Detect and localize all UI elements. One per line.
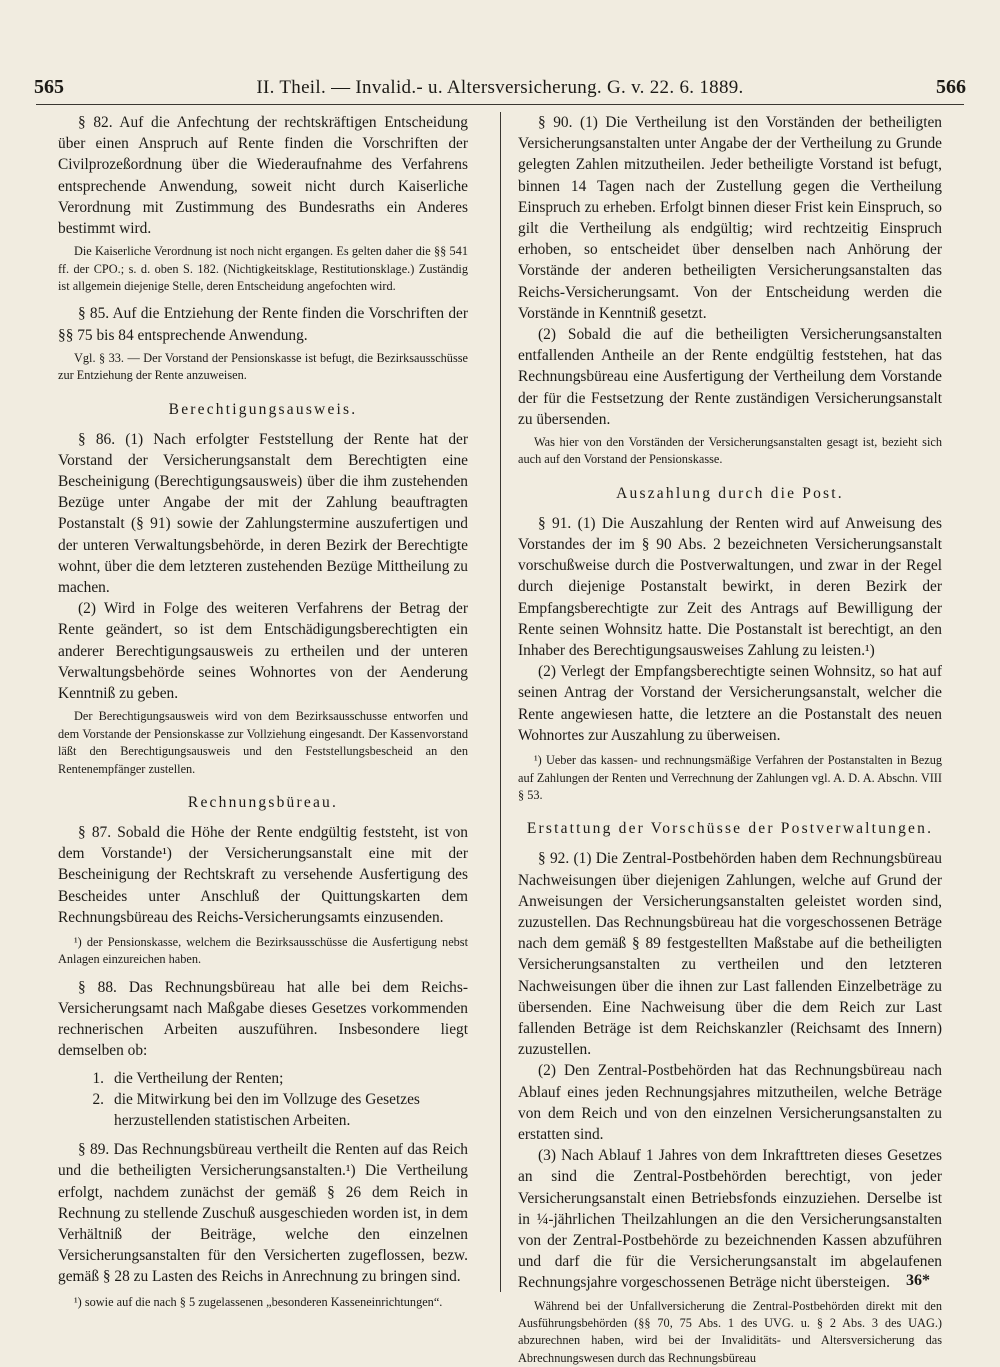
header-rule [36,104,964,105]
section-89: § 89. Das Rechnungsbüreau vertheilt die Renten auf das Reich und die betheiligten Versicherungsanstalten.¹) Die Vertheilung erfolgt, nachdem zunächst der gemäß § 26 dem Reich in Rechnung zu stellende Zuschuß ausgeschieden worden ist, in dem Verhältniß der Beiträge, welche den einzelnen Versicherungsanstalten für den Versicherten zugeflossen, bezw. gemäß § 28 zu Lasten des Reichs in Anrechnung zu bringen sind. [58,1141,468,1286]
right-column [518,112,942,1367]
page-number-left: 565 [34,76,64,98]
section-85-note: Vgl. § 33. — Der Vorstand der Pensionskasse ist befugt, die Bezirksausschüsse zur Entziehung der Rente anzuweisen. [58,350,468,383]
section-87-footnote: ¹) der Pensionskasse, welchem die Bezirksausschüsse die Ausfertigung nebst Anlagen einzureichen haben. [58,934,468,967]
page-header [34,76,966,102]
section-82-note: Die Kaiserliche Verordnung ist noch nicht ergangen. Es gelten daher die §§ 541 ff. der CPO.; s. d. oben S. 182. (Nichtigkeitsklage, Restitutionsklage.) Zuständig ist allgemein diejenige Stelle, deren Entscheidung angefochten wird. [58,244,468,294]
left-column [58,112,468,1311]
list-item-text: die Vertheilung der Renten; [114,1069,284,1087]
section-89-footnote: ¹) sowie auf die nach § 5 zugelassenen „besonderen Kasseneinrichtungen“. [74,1294,443,1309]
section-91-footnote: ¹) Ueber das kassen- und rechnungsmäßige Verfahren der Postanstalten in Bezug auf Zahlungen der Renten und Verrechnung der Zahlungen vgl. A. D. A. Abschn. VIII § 53. [518,753,942,802]
section-92-1: § 92. (1) Die Zentral-Postbehörden haben dem Rechnungsbüreau Nachweisungen über diejenigen Zahlungen, welche auf Grund der Anweisungen der Versicherungsanstalten geleistet worden sind, zuzustellen. Das Rechnungsbüreau hat die vorgeschossenen Beträge nach dem gemäß § 89 festgestellten Maßstabe auf die betheiligten Versicherungsanstalten zu vertheilen und den letzteren Nachweisungen über die ihnen zur Last fallenden Einzelbeträge zu übersenden. Eine Nachweisung über die dem Reich zur Last fallenden Beträge ist dem Reichskanzler (Reichsamt des Innern) zuzustellen. [518,850,942,1059]
heading-auszahlung: Auszahlung durch die Post. [616,484,844,502]
heading-berechtigungsausweis: Berechtigungsausweis. [168,400,358,418]
heading-erstattung: Erstattung der Vorschüsse der Postverwaltungen. [526,820,934,838]
section-92-note: Während bei der Unfallversicherung die Zentral-Postbehörden direkt mit den Ausführungsbehörden (§§ 70, 75 Abs. 1 des UVG. u. § 2 Abs. 3 des UAG.) abzurechnen haben, wird bei der Invaliditäts- und Altersversicherung das Abrechnungswesen durch das Rechnungsbüreau [518,1298,942,1365]
section-86-1: § 86. (1) Nach erfolgter Feststellung der Rente hat der Vorstand der Versicherungsanstalt dem Berechtigten eine Bescheinigung (Berechtigungsausweis) über die ihm zustehenden Bezüge unter Angabe der mit der Zahlung beauftragten Postanstalt (§ 91) sowie der Zahlungstermine auszufertigen und der unteren Verwaltungsbehörde, in deren Bezirk der Berechtigte wohnt, über die dem letzteren zustehenden Bezüge Mittheilung zu machen. [58,430,468,597]
section-85: § 85. Auf die Entziehung der Rente finden die Vorschriften der §§ 75 bis 84 entsprechende Anwendung. [58,305,468,344]
section-82: § 82. Auf die Anfechtung der rechtskräftigen Entscheidung über einen Anspruch auf Rente finden die Vorschriften der Civilprozeßordnung über die Wiederaufnahme des Verfahrens entsprechende Anwendung, soweit nicht durch Kaiserliche Verordnung mit Zustimmung des Bundesraths ein Anderes bestimmt wird. [58,114,468,238]
column-divider [500,112,501,1292]
section-87: § 87. Sobald die Höhe der Rente endgültig feststeht, ist von dem Vorstande¹) der Versicherungsanstalt eine mit der Bescheinigung der Rechtskraft zu versehende Ausfertigung des Bescheides unter Anschluß der Quittungskarten dem Rechnungsbüreau des Reichs-Versicherungsamts einzusenden. [58,823,468,926]
list-item-text: die Mitwirkung bei den im Vollzuge des Gesetzes herzustellenden statistischen Arbeiten. [114,1090,420,1129]
section-91-2: (2) Verlegt der Empfangsberechtigte seinen Wohnsitz, so hat auf seinen Antrag der Vorstand der Versicherungsanstalt, welcher die Rente angewiesen hatte, die letztere an die Postanstalt des neuen Wohnortes zur Auszahlung zu überweisen. [518,663,942,744]
section-91-1: § 91. (1) Die Auszahlung der Renten wird auf Anweisung des Vorstandes der im § 90 Abs. 2 bezeichneten Versicherungsanstalt vorschußweise durch die Postverwaltungen, und zwar in der Regel durch diejenige Postanstalt bewirkt, in deren Bezirk der Empfangsberechtigte zur Zeit des Antrags auf Bewilligung der Rente seinen Wohnsitz hatte. Die Postanstalt ist berechtigt, an den Inhaber des Berechtigungsausweises Zahlung zu leisten.¹) [518,514,942,660]
section-90-note: Was hier von den Vorständen der Versicherungsanstalten gesagt ist, bezieht sich auch auf den Vorstand der Pensionskasse. [518,435,942,467]
section-92-3: (3) Nach Ablauf 1 Jahres von dem Inkrafttreten dieses Gesetzes an sind die Zentral-Postbehörden berechtigt, von jeder Versicherungsanstalt einen Betriebsfonds einzuziehen. Derselbe ist in ¼-jährlichen Theilzahlungen an die den Versicherungsanstalten von der Zentral-Postbehörde zu bezeichnenden Kassen abzuführen und darf die für die Versicherungsanstalt im abgelaufenen Rechnungsjahre vorgeschossenen Beträge nicht übersteigen. [518,1147,942,1292]
section-88: § 88. Das Rechnungsbüreau hat alle bei dem Reichs-Versicherungsamt nach Maßgabe dieses Gesetzes vorkommenden rechnerischen Arbeiten auszuführen. Insbesondere liegt demselben ob: [58,978,468,1060]
page-number-right: 566 [935,76,966,98]
list-item [58,1089,468,1131]
list-item [58,1068,468,1089]
list-item-number: 1. [92,1069,104,1087]
section-86-2: (2) Wird in Folge des weiteren Verfahrens der Betrag der Rente geändert, so ist dem Entschädigungsberechtigten ein anderer Berechtigungsausweis zu ertheilen und der unteren Verwaltungsbehörde seines Wohnortes von der Aenderung Kenntniß zu geben. [58,600,468,703]
section-88-list [58,1068,468,1132]
heading-rechnungsbureau: Rechnungsbüreau. [187,793,339,811]
section-86-note: Der Berechtigungsausweis wird von dem Bezirksausschusse entworfen und dem Vorstande der Pensionskasse zur Vollziehung eingesandt. Der Kassenvorstand läßt den Berechtigungsausweis und den Feststellungsbescheid an den Rentenempfänger zustellen. [58,709,468,776]
running-title: II. Theil. — Invalid.- u. Altersversicherung. G. v. 22. 6. 1889. [256,77,744,98]
section-92-2: (2) Den Zentral-Postbehörden hat das Rechnungsbüreau nach Ablauf eines jeden Rechnungsjahres mitzutheilen, welche Beträge von dem Reich und von den einzelnen Versicherungsanstalten zu erstatten sind. [518,1062,942,1143]
section-90-2: (2) Sobald die auf die betheiligten Versicherungsanstalten entfallenden Antheile an der Rente endgültig feststehen, hat das Rechnungsbüreau eine Ausfertigung der Vertheilung dem Vorstande der für die Festsetzung der Rente zuständigen Versicherungsanstalt zu übersenden. [518,326,942,428]
sheet-signature: 36* [906,1272,930,1289]
list-item-number: 2. [92,1090,104,1108]
section-90-1: § 90. (1) Die Vertheilung ist den Vorständen der betheiligten Versicherungsanstalten unter Angabe der der Vertheilung zu Grunde gelegten Zahlen mitzutheilen. Jeder betheiligte Vorstand ist befugt, binnen 14 Tagen nach der Zustellung gegen die Vertheilung Einspruch zu erheben. Erfolgt binnen dieser Frist kein Einspruch, so gilt die Vertheilung als endgültig; wird rechtzeitig Einspruch erhoben, so entscheidet über denselben nach Anhörung der Vorstände der anderen betheiligten Versicherungsanstalten das Reichs-Versicherungsamt. Von der Entscheidung werden die Vorstände in Kenntniß gesetzt. [518,114,942,322]
